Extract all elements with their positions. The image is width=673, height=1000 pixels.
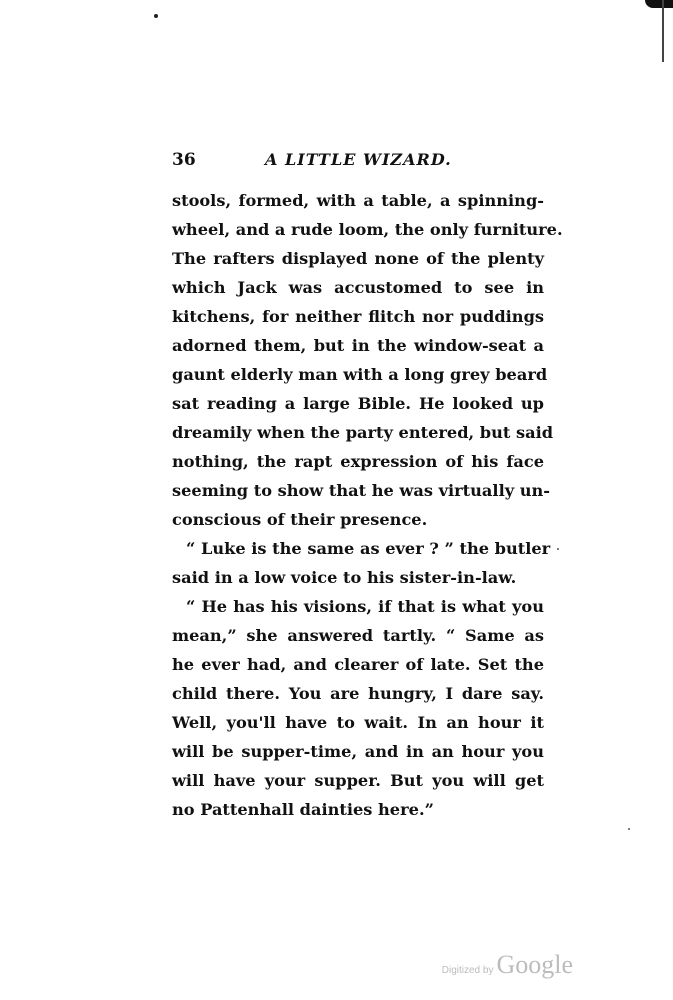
watermark-prefix: Digitized by — [441, 965, 494, 976]
text-line: wheel, and a rude loom, the only furniture. — [172, 220, 563, 239]
text-line: said in a low voice to his sister-in-law. — [172, 568, 517, 587]
text-line: dreamily when the party entered, but said — [172, 423, 554, 442]
text-line: adorned them, but in the window-seat a — [172, 336, 544, 355]
text-line: child there. You are hungry, I dare say. — [172, 684, 544, 703]
text-line: gaunt elderly man with a long grey beard — [172, 365, 548, 384]
watermark-brand: Google — [496, 950, 573, 979]
text-line: kitchens, for neither flitch nor puddings — [172, 307, 544, 326]
text-line: which Jack was accustomed to see in — [172, 278, 544, 297]
text-line: seeming to show that he was virtually un- — [172, 481, 551, 500]
scan-speck — [557, 548, 559, 550]
text-line: no Pattenhall dainties here.” — [172, 800, 434, 819]
text-line: “ He has his visions, if that is what you — [186, 597, 544, 616]
text-line: nothing, the rapt expression of his face — [172, 452, 544, 471]
text-line: mean,” she answered tartly. “ Same as — [172, 626, 544, 645]
text-line: will have your supper. But you will get — [172, 771, 544, 790]
scan-speck — [154, 14, 158, 18]
scan-corner-mark — [645, 0, 673, 8]
text-line: The rafters displayed none of the plenty — [172, 249, 544, 268]
text-line: “ Luke is the same as ever ? ” the butler — [186, 539, 551, 558]
text-line: he ever had, and clearer of late. Set the — [172, 655, 544, 674]
body-text — [172, 186, 563, 824]
text-line: conscious of their presence. — [172, 510, 428, 529]
running-title: A LITTLE WIZARD. — [265, 150, 452, 169]
running-head — [172, 150, 544, 174]
text-line: Well, you'll have to wait. In an hour it — [172, 713, 544, 732]
page-number: 36 — [172, 150, 196, 170]
text-line: sat reading a large Bible. He looked up — [172, 394, 544, 413]
scan-edge-line — [662, 0, 664, 62]
digitized-by-google-watermark — [442, 950, 573, 980]
scan-speck — [628, 828, 630, 830]
text-line: stools, formed, with a table, a spinning- — [172, 191, 544, 210]
text-line: will be supper-time, and in an hour you — [172, 742, 544, 761]
